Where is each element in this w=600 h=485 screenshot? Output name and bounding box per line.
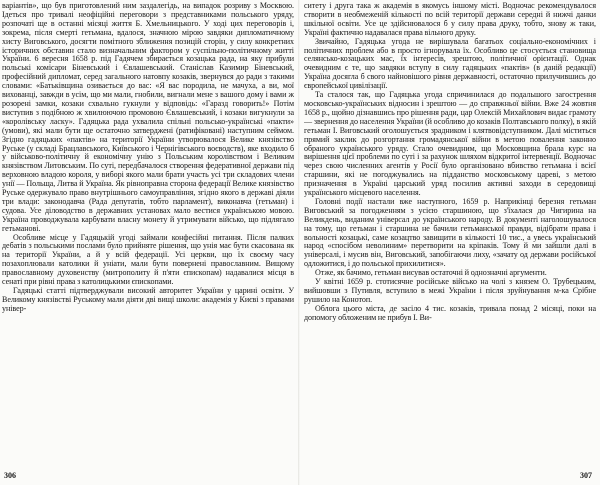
- right-page-number: 307: [580, 471, 592, 480]
- right-paragraph-2: Звичайно, Гадяцька угода не вирішувала багатьох соціально-економічних і політичних проблем або в просто ігнорувала їх. Особливо це стосується становища селянсько-козацьких мас, їх інтересів, зрештою, політичної орієнтації. Однак очевидним є те, що завдяки вступу в силу гадяцьких «пактів» (в даній редакції) Україна досягла б свого найновішого рівня державності, остаточно прилучившись до європейської цивілізації.: [304, 36, 596, 91]
- right-paragraph-5: Отже, як бачимо, гетьман висував остаточні й однозначні аргументи.: [315, 268, 547, 278]
- right-paragraph-6: У квітні 1659 р. стотисячне російське військо на чолі з князем О. Трубецьким, вийшовши з Путивля, вступило в межі України і після зруйнування м-ка Срібне рушило на Конотоп.: [304, 277, 596, 304]
- right-paragraph-3: Та сталося так, що Гадяцька угода спричинилася до подальшого загострення московсько-українських відносин і зрештою — до справжньої війни. Вже 24 жовтня 1658 р., щойно дізнавшись про рішення ради, цар Олексій Михайлович видає грамоту — звернення до населення України (й особливо до козаків Полтавського полку), в якій гетьман І. Виговський оголошується зрадником і клятвовідступником. Далі міститься прямий заклик до розгортання громадянської війни в метою повалення законно обраного українського уряду. Стало очевидним, що Московщина брала курс на вирішення цієї проблеми по суті і за рахунок шляхом відкритої інтервенції. Водночас через свою численних агентів у Росії було організовано вбивство гетьмана і всієї старшини, які не погоджувались на підданство московському цареві, з метою призначення в Україні царський уряд посилив активні заходи в середовищі українського місцевого населення.: [304, 90, 596, 198]
- right-paragraph-4: Головні події настали вже наступного, 1659 р. Наприкінці березня гетьман Виговський за погодженням з усією старшиною, що з'їхалася до Чигирина на Великдень, виданим універсал до українського народу. В документі наголошувалося на тому, що гетьман і старшина не бачили гетьманської правди, відібрати права і вольності козацькі, саме козацтво завищити в кількості 10 тис., а увесь український народ «спосібом неволиним» перетворити на кріпаків. Тому й ми зайшли далі в універсалі, і мусив він, Виговський, запобігаючи лиху, «зачату од держави російської одложитися, і до польської прихилитися».: [304, 196, 596, 269]
- right-paragraph-1: ситету і друга така ж академія в якомусь іншому місті. Водночас рекомендувалося створити в необмеженій кількості по всій території держави середні й нижчі данки шкільної освіти. Усе це здійснювалося б у силу права друку, тобто, знову ж таки, Україні фактично надавалася права вільного друку.: [304, 2, 596, 37]
- book-gutter: [298, 0, 300, 485]
- left-paragraph-1: варіантів», що був приготовлений ним заздалегідь, на випадок розриву з Москвою. Ідеться про тривалі неофіційні переговори з представниками польського уряду, розпочаті ще в останні місяці життя Б. Хмельницького. У ході цих переговорів і, зокрема, після смерті гетьмана, вдалося, значною мірою завдяки дипломатичному хисту Виговського, досягти помітного зближення позицій сторін, у силу конкретних історичних обставин стало визначальним фактором у суспільно-політичному житті України. 6 вересня 1658 р. під Гадячем збирається козацька рада, на яку прибули польські комісари Біневський і Євлашевський. Станіслав Казимир Біневський, професійний дипломат, серед загального натовпу козаків, звернувся до ради з такими словами: «Батьківщина озивається до вас: «Я вас породила, не мачуха, а ви, мої вихованці, завжди в усім, що ми мали, гнобили, вигнали мене з вашого дому і вами ж розорені замки, козаки схвально гукнули у відповідь: «Гаразд говорить!» Потім виступив з подібною ж хвилюючою промовою Євлашевський, і козаки вигукнули за «королівську ласку». Гадяцька рада ухвалила спільні польсько-українські «пакти» (умови), які мали бути ще остаточно затверджені (ратифіковані) наступним сеймом. Згідно гадяцьких «пактів» на території України утворювалося Велике князівство Руське (у складі Брацлавського, Київського і Чернігівського воєводств), яке входило б у військово-політичну й економічну унію з Польським королівством і Великим князівством Литовським. По суті, передбачалося створення федеративної держави під верховною владою короля, у виборі якого мали брати участь усі три складових члени унії — Польща, Литва й Україна. Як рівноправна сторона федерації Велике князівство Руське одержувало право внутрішнього самоуправління, згідно якого в державі діяли три влади: законодавча (Рада депутатів, тобто парламент), виконавча (гетьман) і судова. Усе діловодство в державних установах мало вестися українською мовою. Україна проводжувала карбувати власну монету й утримувати військо, що підлягало гетьманові.: [2, 2, 294, 233]
- left-paragraph-2: Особливе місце у Гадяцькій угоді займали конфесійні питання. Після палких дебатів з польськими послами було прийняте рішення, що унія має бути скасована як на території України, а й у всій федерації. Усі церкви, що їх своєму часу позахоплювали католики й уніати, мали бути повернені православним. Вищому православному духовенству (митрополиту й п'яти єпископам) надавалися місця в сенаті при рівні права з католицькими єпископами.: [2, 232, 294, 287]
- left-page-number: 306: [4, 471, 16, 480]
- right-paragraph-7: Облога цього міста, де засіло 4 тис. козаків, тривала понад 2 місяці, поки на допомогу обложеним не прибув І. Ви-: [304, 303, 596, 322]
- left-page: [2, 2, 294, 485]
- right-page: [304, 2, 596, 485]
- left-paragraph-3: Гадяцькі статті підтверджували високий авторитет України у царині освіти. У Великому князівстві Руському мали діяти дві вищі школи: академія у Києві з правами універ-: [2, 286, 294, 313]
